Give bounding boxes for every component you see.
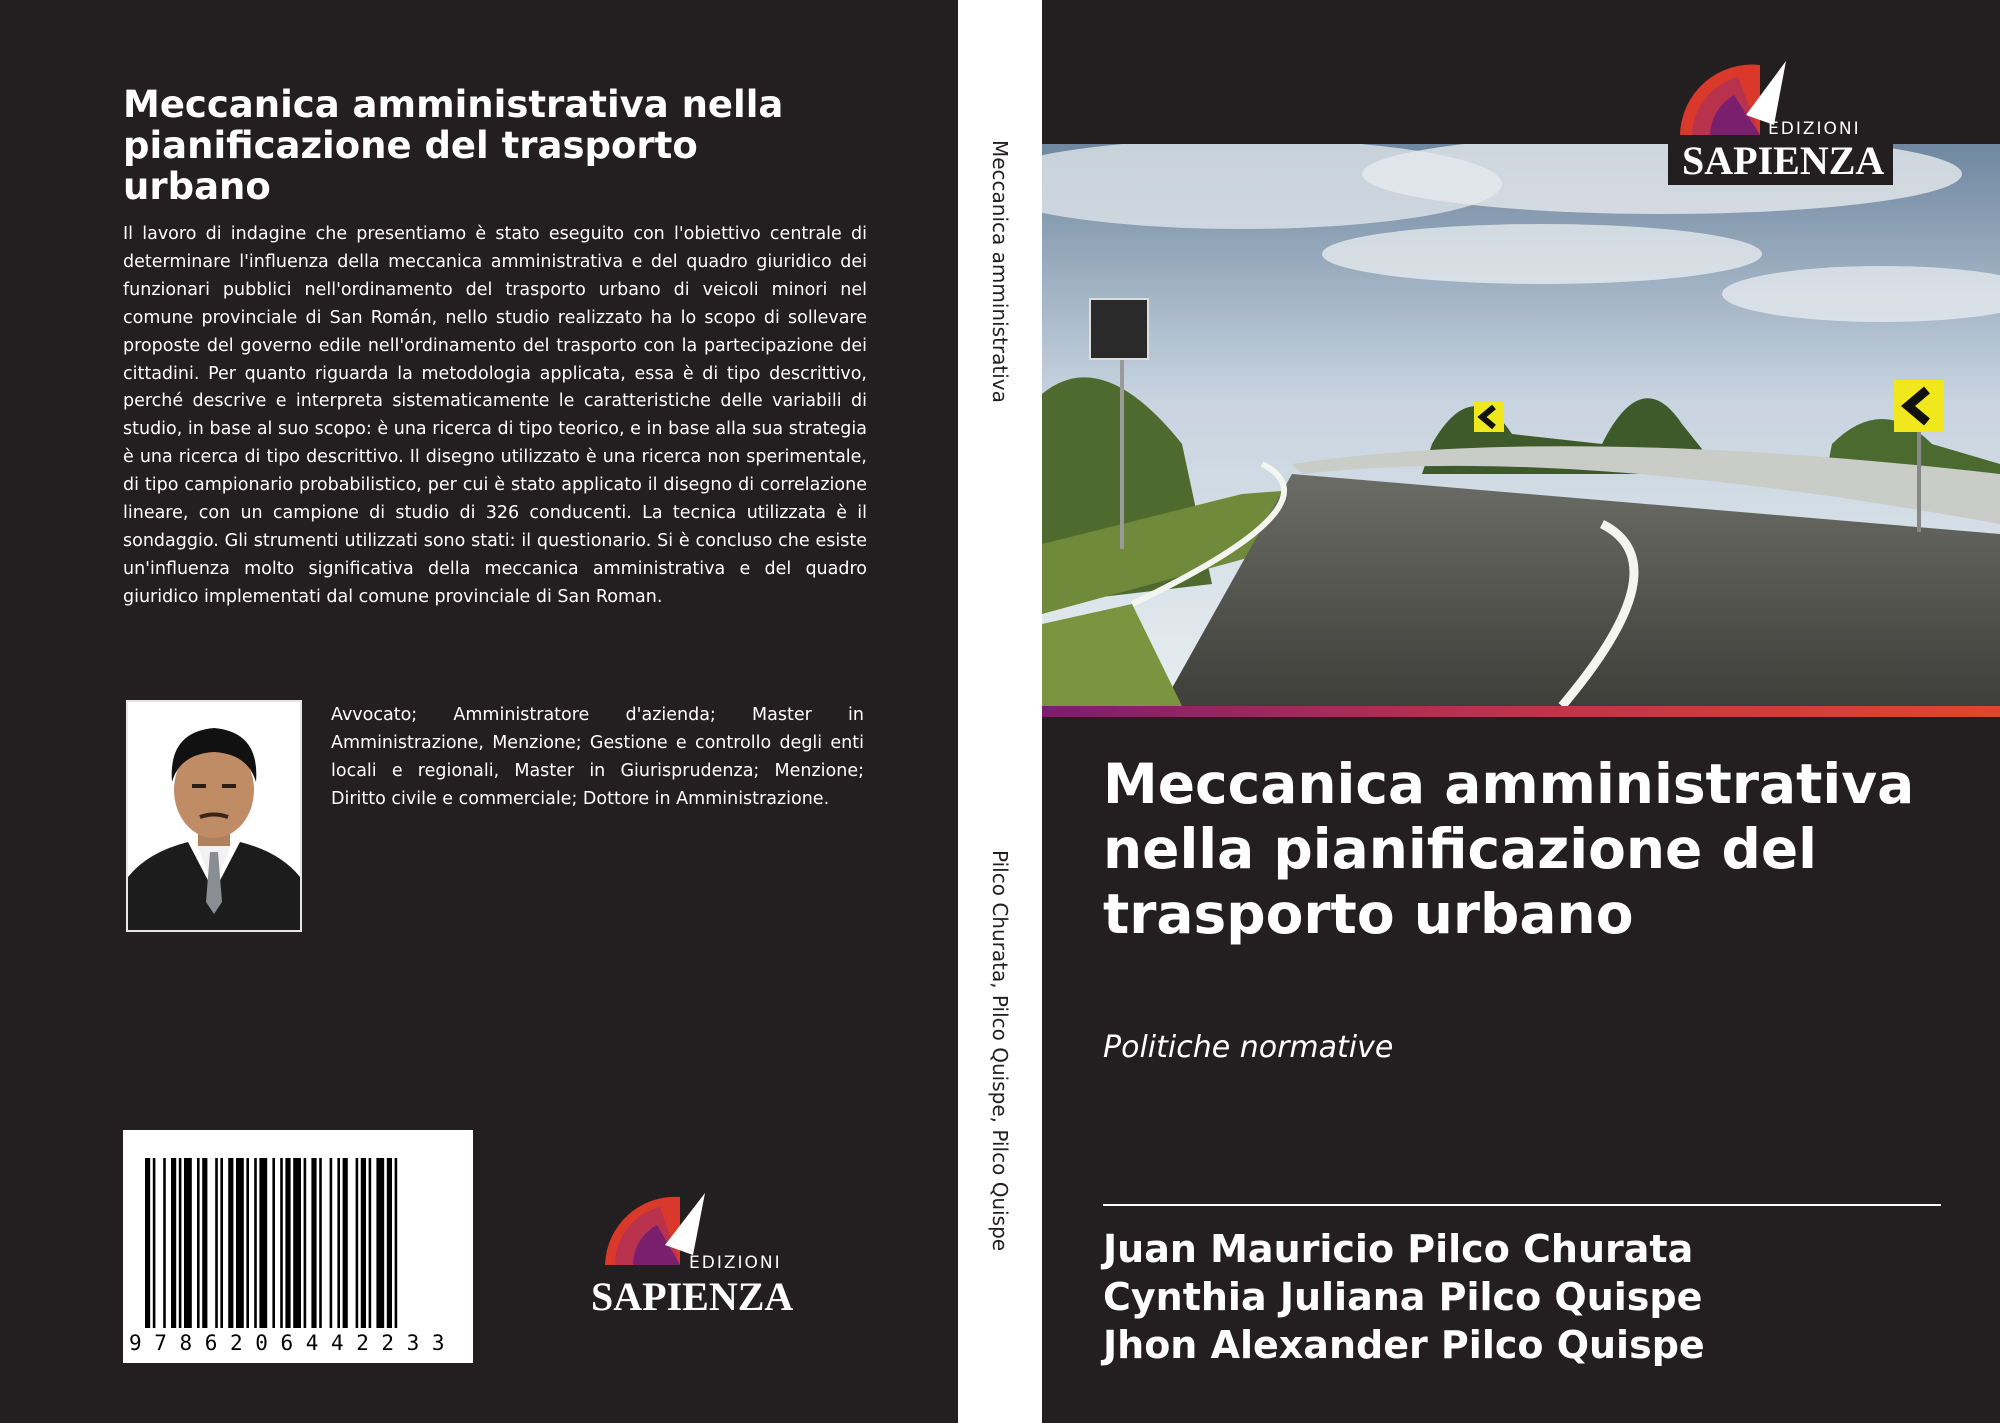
front-cover (1042, 0, 2000, 1423)
barcode-bar (202, 1158, 207, 1328)
publisher-logo-front (1668, 55, 1893, 185)
barcode-bar (259, 1158, 267, 1328)
author-bio: Avvocato; Amministratore d'azienda; Master in Amministrazione, Menzione; Gestione e controllo degli enti locali e regionali, Master in Giurisprudenza; Menzione; Diritto civile e commerciale; Dottore in Amministrazione. (331, 705, 864, 809)
barcode-bar (220, 1158, 223, 1328)
publisher-name-front: SAPIENZA (1682, 138, 1885, 183)
author-photo (126, 700, 302, 932)
spine-authors: Pilco Churata, Pilco Quispe, Pilco Quispe (988, 850, 1012, 1252)
cover-road-photo (1042, 144, 2000, 706)
barcode-bar (337, 1158, 340, 1328)
author-name: Jhon Alexander Pilco Quispe (1103, 1323, 1705, 1367)
barcode-bar (171, 1158, 176, 1328)
front-cover-title: Meccanica amministrativa nella pianificazione del trasporto urbano (1103, 752, 1915, 946)
publisher-imprint-back: EDIZIONI (689, 1253, 782, 1273)
barcode-bar (184, 1158, 192, 1328)
barcode-bar (228, 1158, 233, 1328)
author-portrait-icon (128, 702, 300, 930)
barcode-bar (215, 1158, 218, 1328)
barcode-bars (123, 1130, 473, 1330)
isbn-barcode (123, 1130, 473, 1363)
back-cover-abstract: Il lavoro di indagine che presentiamo è stato eseguito con l'obiettivo centrale di determinare l'influenza della meccanica amministrativa e del quadro giuridico dei funzionari pubblici nell'ordinamento del trasporto urbano di veicoli minori nel comune provinciale di San Román, nello studio realizzato ha lo scopo di sollevare proposte del governo edile nell'ordinamento del trasporto con la partecipazione dei cittadini. Per quanto riguarda la metodologia applicata, essa è di tipo descrittivo, perché descrive e interpreta sistematicamente le caratteristiche delle variabili di studio, in base al suo scopo: è una ricerca di tipo teorico, e in base alla sua strategia è una ricerca di tipo descrittivo. Il disegno utilizzato è una ricerca non sperimentale, di tipo campionario probabilistico, per cui è stato applicato il disegno di correlazione lineare, con un campione di studio di 326 conducenti. La tecnica utilizzata è il sondaggio. Gli strumenti utilizzati sono stati: il questionario. Si è concluso che esiste un'influenza molto significativa della meccanica amministrativa e del quadro giuridico implementati dal comune provinciale di San Roman. (123, 224, 867, 607)
publisher-name-back: SAPIENZA (591, 1274, 794, 1319)
barcode-bar (304, 1158, 307, 1328)
barcode-bar (272, 1158, 275, 1328)
title-divider (1103, 1204, 1941, 1206)
barcode-bar (197, 1158, 200, 1328)
barcode-bar (311, 1158, 316, 1328)
barcode-bar (356, 1158, 359, 1328)
author-name: Juan Mauricio Pilco Churata (1103, 1227, 1694, 1271)
publisher-imprint-front: EDIZIONI (1768, 119, 1861, 139)
barcode-bar (319, 1158, 322, 1328)
spine (958, 0, 1042, 1423)
isbn-digits: 9786206442233 (129, 1331, 458, 1355)
barcode-bar (361, 1158, 366, 1328)
cover-accent-stripe (1042, 706, 2000, 717)
barcode-bar (330, 1158, 333, 1328)
barcode-bar (179, 1158, 182, 1328)
front-cover-authors (1103, 1225, 1983, 1369)
back-cover-title: Meccanica amministrativa nella pianificazione del trasporto urbano (123, 83, 784, 208)
barcode-bar (254, 1158, 257, 1328)
spine-title: Meccanica amministrativa (988, 140, 1012, 403)
barcode-bar (293, 1158, 301, 1328)
barcode-bar (376, 1158, 384, 1328)
barcode-bar (246, 1158, 249, 1328)
barcode-bar (163, 1158, 166, 1328)
barcode-bar (395, 1158, 398, 1328)
front-cover-subtitle: Politiche normative (1103, 1030, 1394, 1065)
barcode-bar (145, 1158, 150, 1328)
barcode-bar (343, 1158, 348, 1328)
barcode-bar (387, 1158, 392, 1328)
author-name: Cynthia Juliana Pilco Quispe (1103, 1275, 1703, 1319)
barcode-bar (280, 1158, 283, 1328)
publisher-logo-back (585, 1185, 803, 1320)
back-cover (0, 0, 958, 1423)
barcode-bar (285, 1158, 290, 1328)
barcode-bar (369, 1158, 372, 1328)
barcode-bar (236, 1158, 244, 1328)
barcode-bar (153, 1158, 156, 1328)
